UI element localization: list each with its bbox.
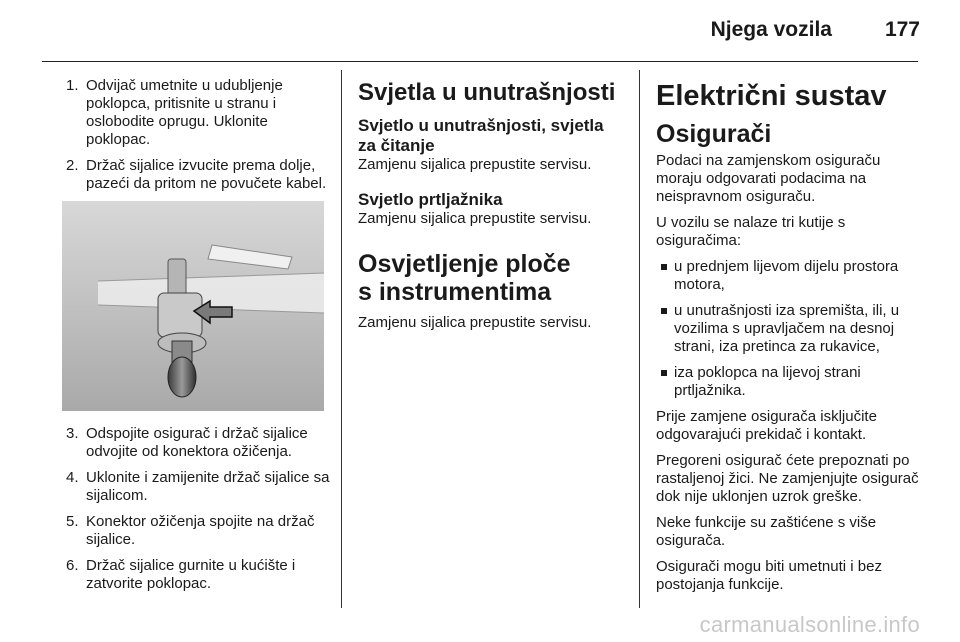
paragraph: Prije zamjene osigurača isključite odgovarajući prekidač i kontakt. (656, 408, 877, 443)
subheading-reading-lights: Svjetlo u unutrašnjosti, svjetla za čitanje (358, 116, 604, 155)
step-number: 2. (66, 157, 79, 174)
step-text: Odspojite osigurač i držač sijalice odvojite od konektora ožičenja. (86, 425, 308, 460)
column-divider-1 (341, 70, 342, 608)
watermark: carmanualsonline.info (699, 612, 920, 637)
column-divider-2 (639, 70, 640, 608)
step-number: 3. (66, 425, 79, 442)
list-item (62, 157, 330, 193)
step-number: 4. (66, 469, 79, 486)
page-number: 177 (884, 18, 920, 41)
heading-line: Osvjetljenje ploče (358, 250, 571, 278)
step-number: 1. (66, 77, 79, 94)
bulb-holder-illustration (62, 201, 324, 411)
paragraph: Zamjenu sijalica prepustite servisu. (358, 210, 592, 227)
step-text: Držač sijalice gurnite u kućište i zatvorite poklopac. (86, 557, 296, 592)
column-1 (62, 77, 330, 601)
heading-line: s instrumentima (358, 278, 552, 306)
paragraph: Pregoreni osigurač ćete prepoznati po rastaljenoj žici. Ne zamjenjujte osigurač dok nije uklonjen uzrok greške. (656, 452, 919, 505)
steps-list-a (62, 77, 330, 193)
step-number: 6. (66, 557, 79, 574)
paragraph: Osigurači mogu biti umetnuti i bez postojanja funkcije. (656, 558, 882, 593)
list-item: iza poklopca na lijevoj strani prtljažnika. (656, 364, 924, 400)
list-item (62, 557, 330, 593)
step-text: Odvijač umetnite u udubljenje poklopca, pritisnite u stranu i oslobodite oprugu. Uklonite poklopac. (86, 77, 283, 148)
header-divider (42, 61, 918, 62)
paragraph: Neke funkcije su zaštićene s više osigurača. (656, 514, 877, 549)
list-item: u unutrašnjosti iza spremišta, ili, u vozilima s upravljačem na desnoj strani, iza pretinca za rukavice, (656, 302, 924, 356)
paragraph: U vozilu se nalaze tri kutije s osiguračima: (656, 214, 846, 249)
steps-list-b (62, 425, 330, 593)
paragraph: Podaci na zamjenskom osiguraču moraju odgovarati podacima na neispravnom osiguraču. (656, 152, 881, 205)
heading-interior-lights: Svjetla u unutrašnjosti (358, 79, 616, 106)
paragraph: Zamjenu sijalica prepustite servisu. (358, 156, 592, 173)
illustration-svg (62, 201, 324, 411)
step-text: Držač sijalice izvucite prema dolje, pazeći da pritom ne povučete kabel. (86, 157, 327, 192)
paragraph: Zamjenu sijalica prepustite servisu. (358, 314, 592, 331)
heading-electrical-system: Električni sustav (656, 80, 887, 112)
list-item (62, 77, 330, 149)
subheading-fuses: Osigurači (656, 120, 772, 148)
step-text: Konektor ožičenja spojite na držač sijalice. (86, 513, 315, 548)
list-item (62, 469, 330, 505)
list-item (62, 425, 330, 461)
list-item (62, 513, 330, 549)
column-2 (358, 80, 620, 340)
section-title: Njega vozila (710, 18, 832, 41)
column-3 (656, 80, 924, 602)
heading-instrument-lighting (358, 250, 620, 306)
subheading-trunk-light: Svjetlo prtljažnika (358, 190, 503, 209)
step-text: Uklonite i zamijenite držač sijalice sa sijalicom. (86, 469, 330, 504)
step-number: 5. (66, 513, 79, 530)
fuse-box-list (656, 258, 924, 400)
list-item: u prednjem lijevom dijelu prostora motora, (656, 258, 924, 294)
